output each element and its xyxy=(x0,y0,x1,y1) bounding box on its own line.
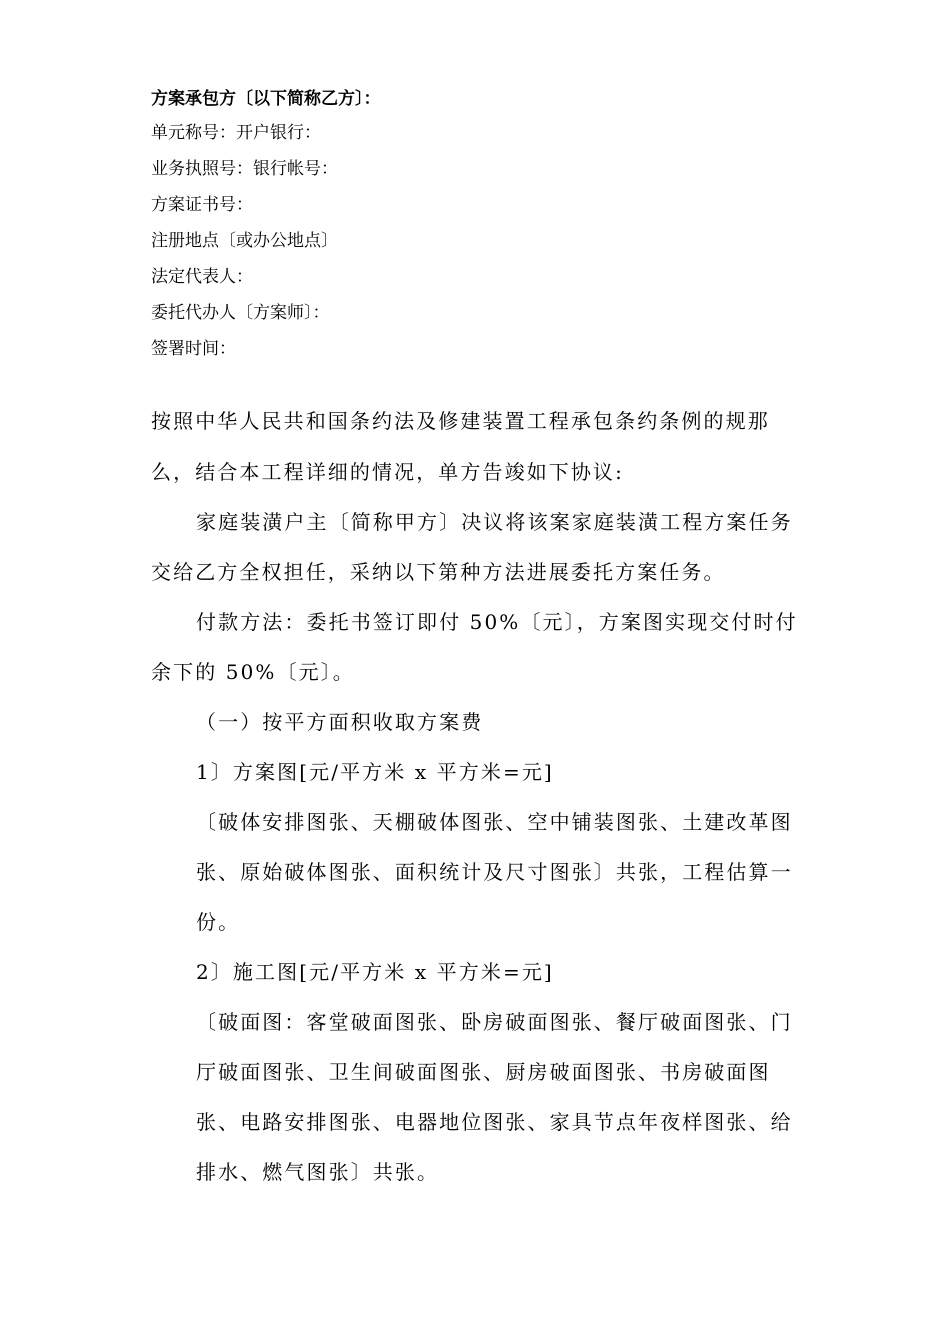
payment-line-1: 付款方法：委托书签订即付 50%〔元〕，方案图实现交付时付 xyxy=(196,610,798,634)
item2-desc-line-1: 〔破面图：客堂破面图张、卧房破面图张、餐厅破面图张、门 xyxy=(196,1010,793,1034)
payment-line-2: 余下的 50%〔元〕。 xyxy=(151,660,355,684)
field-unit-name: 单元称号：开户银行： xyxy=(151,123,321,143)
item2-desc-line-2: 厅破面图张、卫生间破面图张、厨房破面图张、书房破面图 xyxy=(196,1060,771,1084)
field-address: 注册地点〔或办公地点〕 xyxy=(151,231,338,251)
item2-title: 2〕施工图[元/平方米 x 平方米=元] xyxy=(196,960,554,984)
field-sign-date: 签署时间： xyxy=(151,339,236,359)
item1-desc-line-1: 〔破体安排图张、天棚破体图张、空中铺装图张、土建改革图 xyxy=(196,810,793,834)
item1-title: 1〕方案图[元/平方米 x 平方米=元] xyxy=(196,760,554,784)
item2-desc-line-3: 张、电路安排图张、电器地位图张、家具节点年夜样图张、给 xyxy=(196,1110,793,1134)
section-one-title: （一）按平方面积收取方案费 xyxy=(196,710,484,734)
entrust-line-2: 交给乙方全权担任，采纳以下第种方法进展委托方案任务。 xyxy=(151,560,726,584)
item2-desc-line-4: 排水、燃气图张〕共张。 xyxy=(196,1160,440,1184)
field-legal-rep: 法定代表人： xyxy=(151,267,253,287)
field-business-license: 业务执照号：银行帐号： xyxy=(151,159,338,179)
intro-line-2: 么，结合本工程详细的情况，单方告竣如下协议: xyxy=(151,460,624,484)
item1-desc-line-2: 张、原始破体图张、面积统计及尺寸图张〕共张，工程估算一 xyxy=(196,860,793,884)
party-b-heading: 方案承包方〔以下简称乙方〕： xyxy=(151,89,381,109)
item1-desc-line-3: 份。 xyxy=(196,910,241,934)
field-certificate: 方案证书号： xyxy=(151,195,253,215)
field-agent: 委托代办人〔方案师〕： xyxy=(151,303,330,323)
intro-line-1: 按照中华人民共和国条约法及修建装置工程承包条约条例的规那 xyxy=(151,409,770,433)
entrust-line-1: 家庭装潢户主〔简称甲方〕决议将该案家庭装潢工程方案任务 xyxy=(196,510,793,534)
